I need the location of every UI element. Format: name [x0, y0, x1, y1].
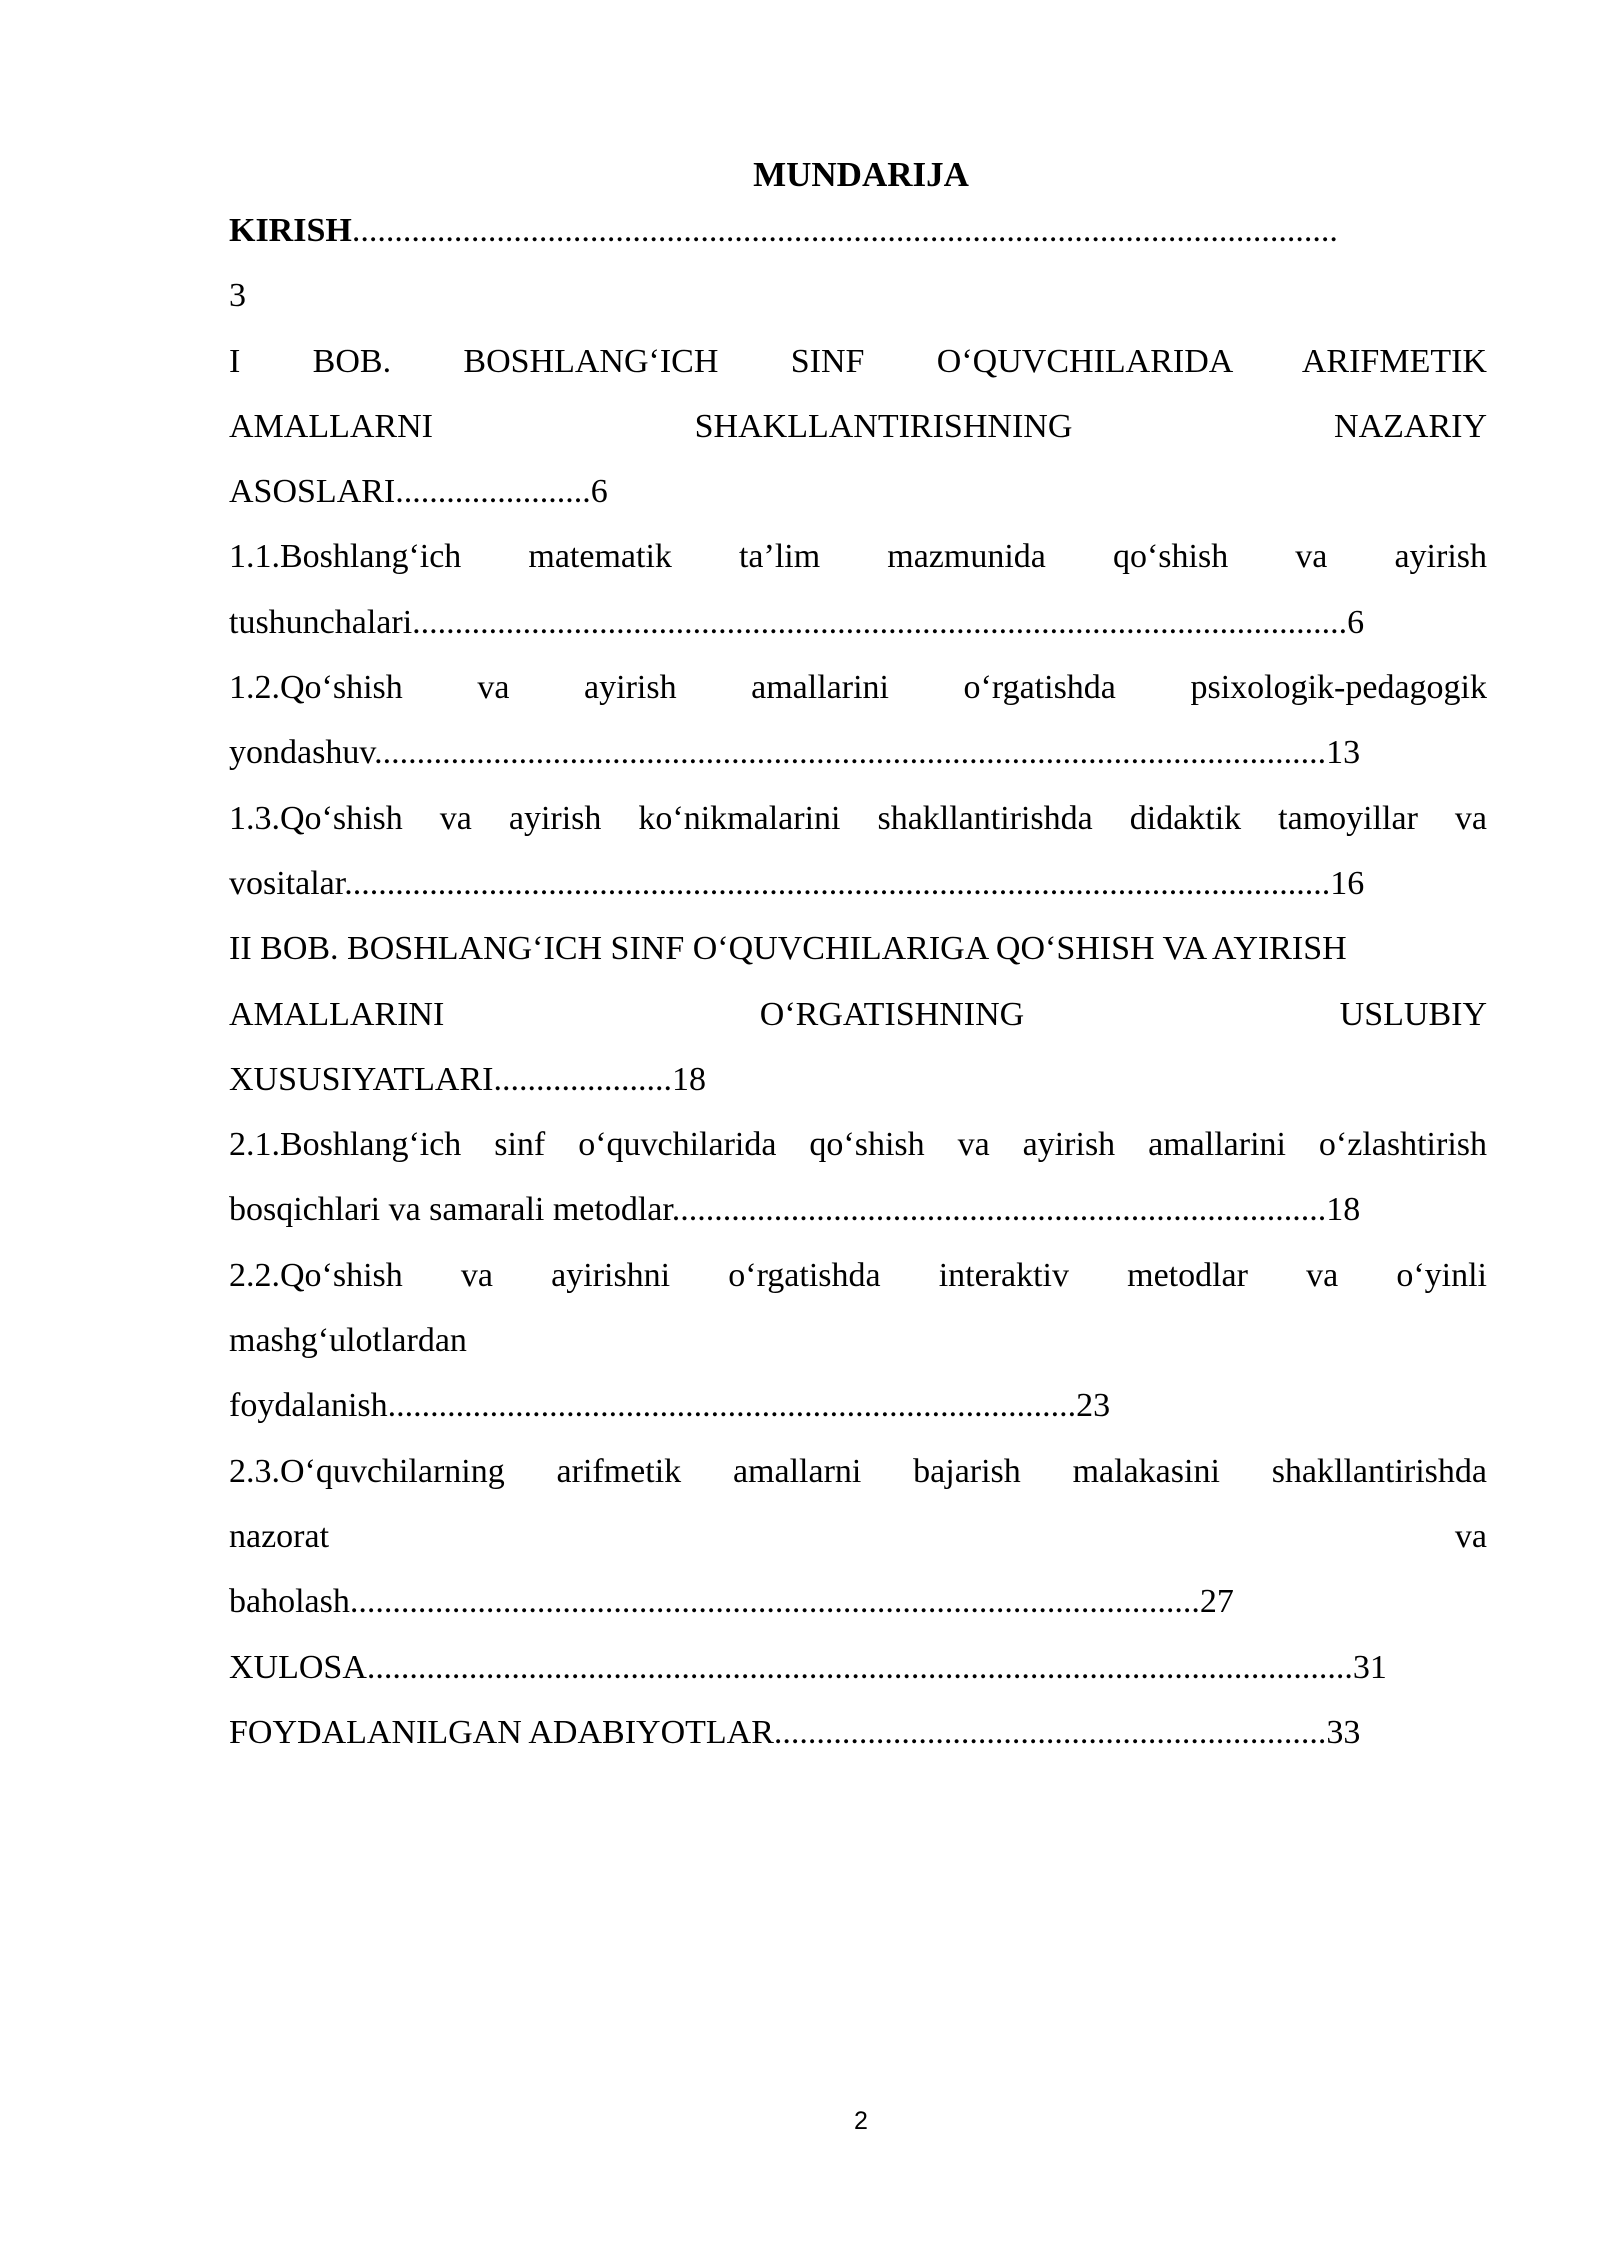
toc-line-s13-1: 1.3.Qo‘shish va ayirish ko‘nikmalarini shakllantirishda didaktik tamoyillar va — [229, 799, 1487, 837]
toc-line-s22-2: mashg‘ulotlardan — [229, 1322, 467, 1360]
toc-line-bob2-3: XUSUSIYATLARI.....................18 — [229, 1060, 706, 1098]
toc-line-bob1-1: I BOB. BOSHLANG‘ICH SINF O‘QUVCHILARIDA ARIFMETIK — [229, 342, 1487, 380]
toc-line-s23-3: baholash....................................................................................................27 — [229, 1583, 1234, 1621]
toc-line-s23-1: 2.3.O‘quvchilarning arifmetik amallarni bajarish malakasini shakllantirishda — [229, 1452, 1487, 1490]
page-number: 2 — [854, 2107, 868, 2135]
toc-line-kirish — [229, 198, 1487, 263]
toc-line-s12-2: yondashuv................................................................................................................13 — [229, 734, 1361, 772]
table-of-contents — [229, 198, 1487, 1765]
toc-line-bob1-2: AMALLARNI SHAKLLANTIRISHNING NAZARIY — [229, 407, 1487, 445]
toc-line-bob1-3: ASOSLARI.......................6 — [229, 473, 608, 511]
toc-line-kirish-page: 3 — [229, 277, 246, 315]
toc-title: MUNDARIJA — [753, 155, 969, 194]
toc-line-adabiyot: FOYDALANILGAN ADABIYOTLAR.................................................................33 — [229, 1713, 1361, 1751]
toc-line-s21-1: 2.1.Boshlang‘ich sinf o‘quvchilarida qo‘shish va ayirish amallarini o‘zlashtirish — [229, 1126, 1487, 1164]
toc-line-bob2-1: II BOB. BOSHLANG‘ICH SINF O‘QUVCHILARIGA QO‘SHISH VA AYIRISH — [229, 930, 1347, 968]
toc-line-s13-2: vositalar....................................................................................................................16 — [229, 864, 1365, 902]
toc-line-s12-1: 1.2.Qo‘shish va ayirish amallarini o‘rgatishda psixologik-pedagogik — [229, 669, 1487, 707]
toc-line-bob2-2: AMALLARINI O‘RGATISHNING USLUBIY — [229, 995, 1487, 1033]
toc-line-s11-2: tushunchalari..............................................................................................................6 — [229, 603, 1365, 641]
toc-line-s22-3: foydalanish.................................................................................23 — [229, 1387, 1111, 1425]
toc-line-s22-1: 2.2.Qo‘shish va ayirishni o‘rgatishda interaktiv metodlar va o‘yinli — [229, 1256, 1487, 1294]
toc-kirish-heading: KIRISH — [229, 212, 352, 249]
toc-line-s23-2: nazorat va — [229, 1517, 1487, 1555]
toc-line-s11-1: 1.1.Boshlang‘ich matematik ta’lim mazmunida qo‘shish va ayirish — [229, 538, 1487, 576]
toc-line-xulosa: XULOSA....................................................................................................................31 — [229, 1648, 1387, 1686]
toc-kirish-leader: .................................................................................................................... — [351, 212, 1338, 249]
toc-line-s21-2: bosqichlari va samarali metodlar.............................................................................18 — [229, 1191, 1361, 1229]
